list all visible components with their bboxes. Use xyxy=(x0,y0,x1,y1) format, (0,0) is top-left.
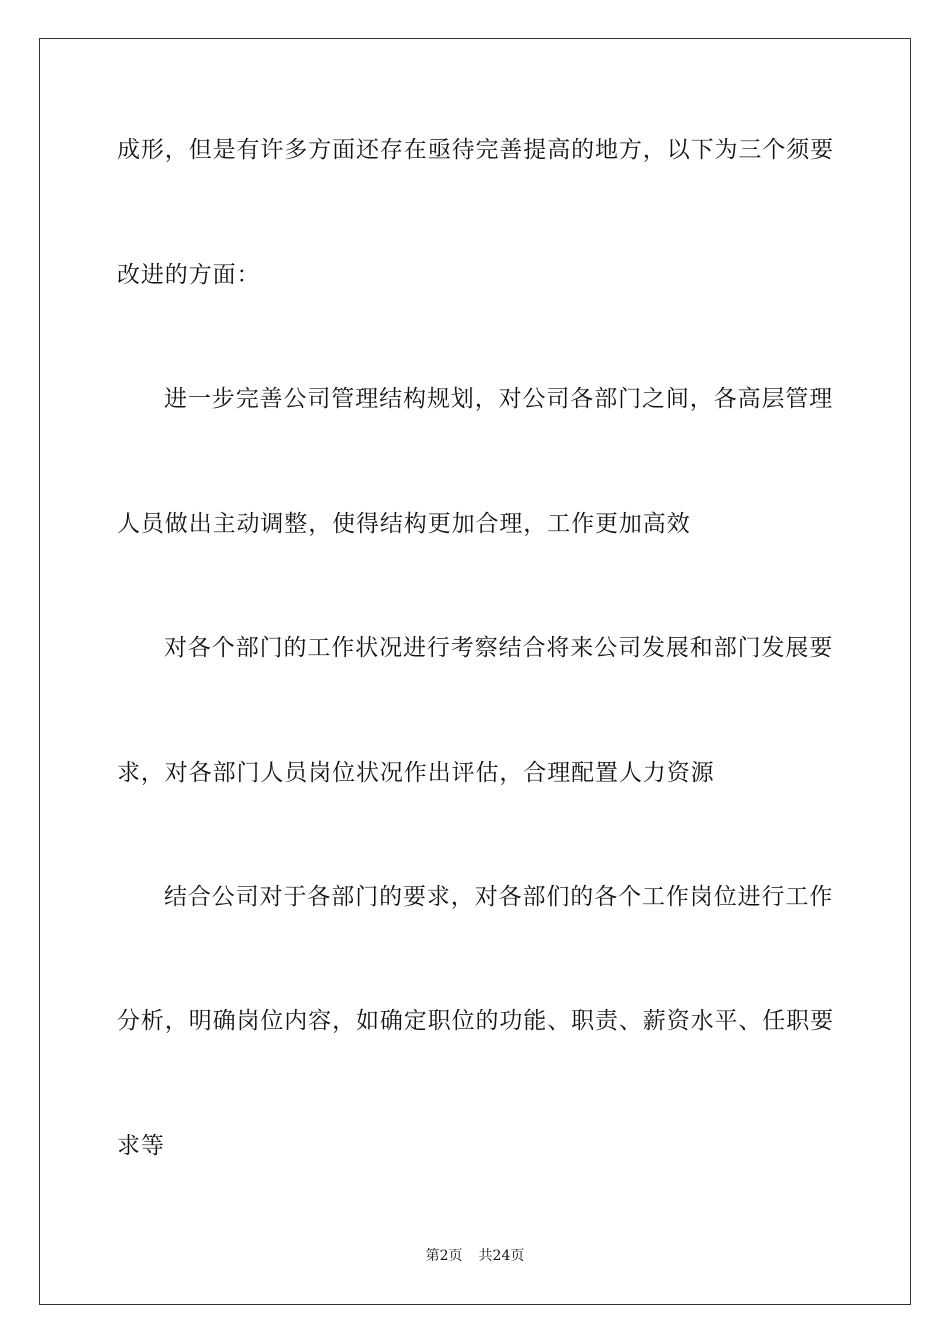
text-line-3: 进一步完善公司管理结构规划，对公司各部门之间，各高层管理 xyxy=(164,386,834,412)
text-line-2: 改进的方面： xyxy=(117,262,261,288)
text-line-4: 人员做出主动调整，使得结构更加合理，工作更加高效 xyxy=(117,511,691,537)
text-line-5: 对各个部门的工作状况进行考察结合将来公司发展和部门发展要 xyxy=(164,635,834,661)
text-line-1: 成形，但是有许多方面还存在亟待完善提高的地方，以下为三个须要 xyxy=(117,137,834,163)
text-line-6: 求，对各部门人员岗位状况作出评估，合理配置人力资源 xyxy=(117,760,715,786)
page-total: 共24页 xyxy=(478,1248,525,1264)
text-line-8: 分析，明确岗位内容，如确定职位的功能、职责、薪资水平、任职要 xyxy=(117,1008,834,1034)
page-border xyxy=(39,38,911,1305)
page-number: 第2页 xyxy=(425,1248,463,1264)
text-line-9: 求等 xyxy=(117,1133,165,1159)
page-footer xyxy=(0,1247,950,1265)
text-line-7: 结合公司对于各部门的要求，对各部们的各个工作岗位进行工作 xyxy=(164,884,834,910)
